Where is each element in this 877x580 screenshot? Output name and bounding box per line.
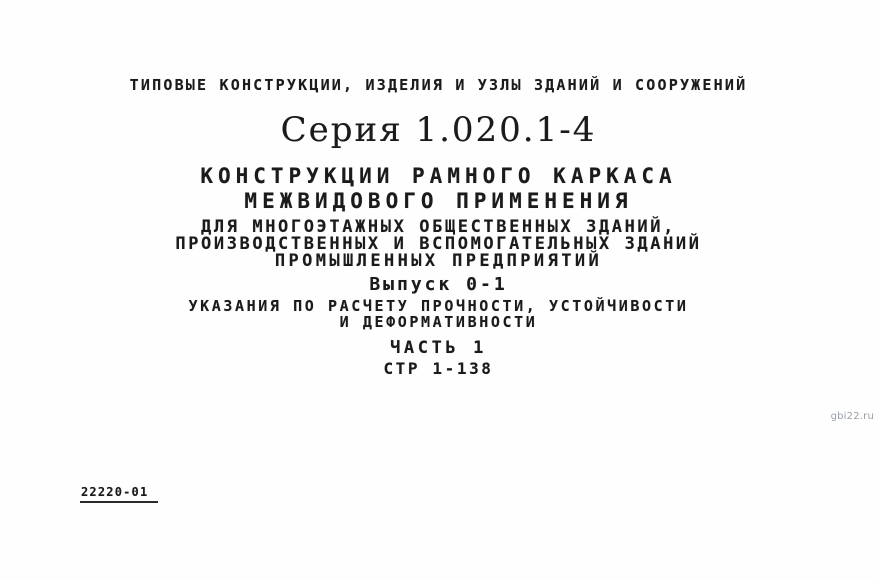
- page-range: СТР 1-138: [383, 359, 494, 378]
- document-stamp-number: 22220-01: [80, 485, 158, 503]
- issue-number: Выпуск 0-1: [369, 274, 508, 295]
- series-title: Серия 1.020.1-4: [280, 110, 597, 150]
- issue-title-line-2: И ДЕФОРМАТИВНОСТИ: [339, 313, 538, 331]
- site-watermark: gbi22.ru: [830, 411, 874, 422]
- scope-line-3: ПРОМЫШЛЕННЫХ ПРЕДПРИЯТИЙ: [274, 251, 603, 271]
- scope-line-1: ДЛЯ МНОГОЭТАЖНЫХ ОБЩЕСТВЕННЫХ ЗДАНИЙ,: [201, 217, 676, 237]
- main-title-line-1: КОНСТРУКЦИИ РАМНОГО КАРКАСА: [200, 164, 677, 188]
- part-number: ЧАСТЬ 1: [390, 338, 487, 358]
- issue-title-line-1: УКАЗАНИЯ ПО РАСЧЕТУ ПРОЧНОСТИ, УСТОЙЧИВОСТИ: [188, 297, 689, 315]
- document-category-header: ТИПОВЫЕ КОНСТРУКЦИИ, ИЗДЕЛИЯ И УЗЛЫ ЗДАНИЙ И СООРУЖЕНИЙ: [129, 76, 748, 94]
- scope-line-2: ПРОИЗВОДСТВЕННЫХ И ВСПОМОГАТЕЛЬНЫХ ЗДАНИЙ: [175, 234, 702, 254]
- main-title-line-2: МЕЖВИДОВОГО ПРИМЕНЕНИЯ: [244, 189, 633, 213]
